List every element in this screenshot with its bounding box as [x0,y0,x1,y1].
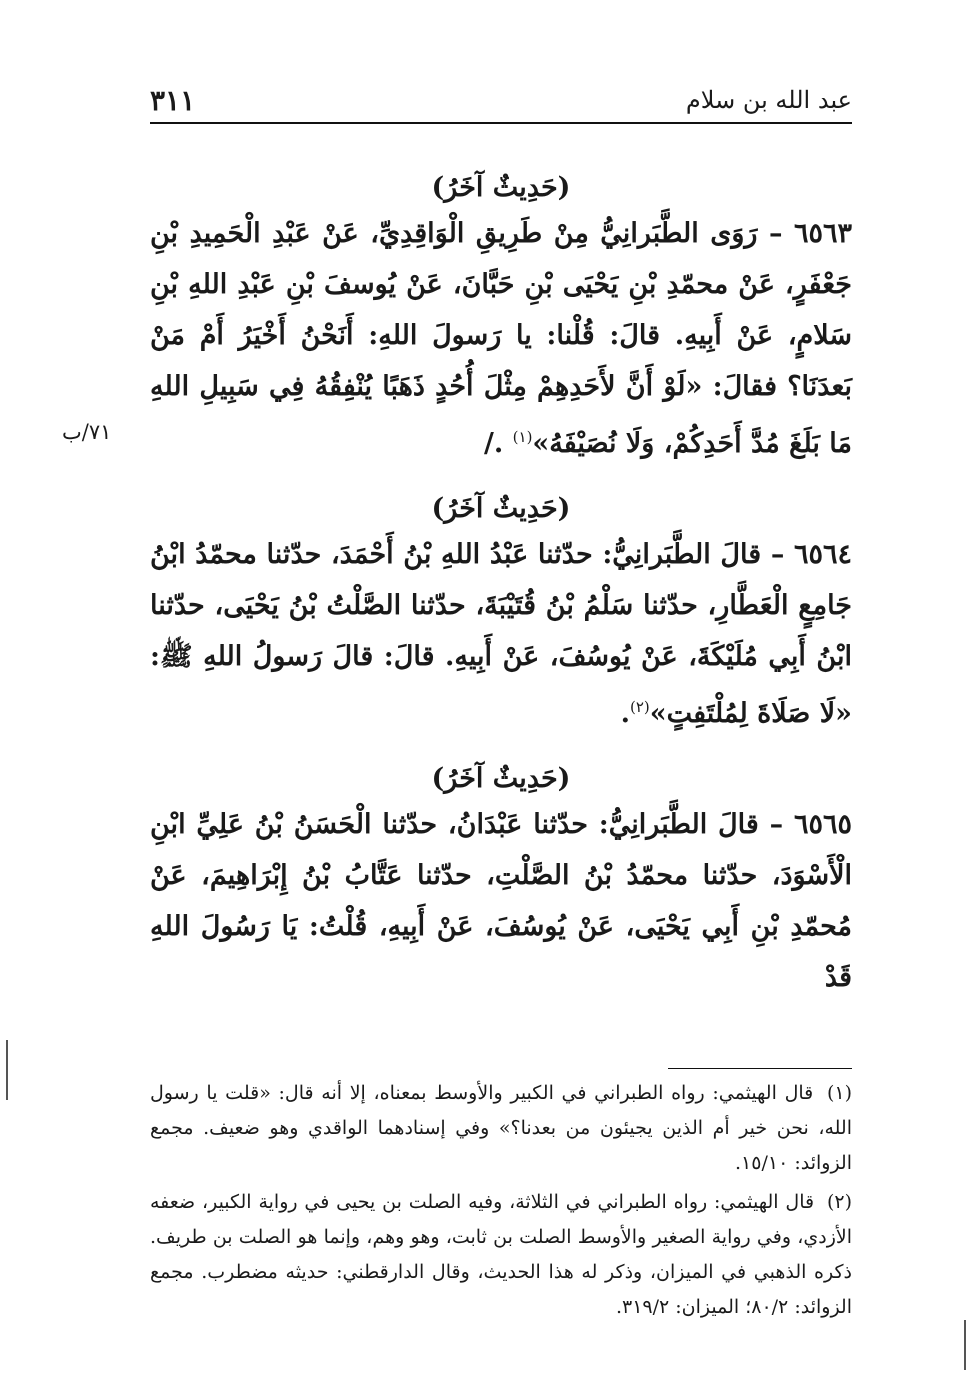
hadith-text: رَوَى الطَّبَرانِيُّ مِنْ طَرِيقِ الْوَاقِدِيِّ، عَنْ عَبْدِ الْحَمِيدِ بْنِ جَعْفَرٍ، عَنْ محمّدِ بْنِ يَحْيَى بْنِ حَبَّانَ، عَنْ يُوسفَ بْنِ عَبْدِ اللهِ بْنِ سَلامٍ، عَنْ أَبِيهِ. قالَ: قُلْنا: يا رَسولَ اللهِ: أَنَحْنُ أَخْيَرُ أَمْ مَنْ بَعدَنَا؟ فقالَ: «لَوْ أَنَّ لأَحَدِهِمْ مِثْلَ أُحُدٍ ذَهَبًا يُنْفِقُهُ فِي سَبِيلِ اللهِ مَا بَلَغَ مُدَّ أَحَدِكُمْ، وَلَا نُصَيْفَهُ» [150,218,852,459]
manuscript-folio-note: ٧١/ب [62,420,112,444]
hadith-number: ٦٥٦٥ [794,809,853,840]
footnote-text: قال الهيثمي: رواه الطبراني في الثلاثة، وفيه الصلت بن يحيى في رواية الكبير، ضعفه الأزدي، وفي رواية الصغير والأوسط الصلت بن ثابت، وهو وهم، وإنما هو الصلت بن طريف. ذكره الذهبي في الميزان، وذكر له هذا الحديث، وقال الدارقطني: حديثه مضطرب. مجمع الزوائد: ٨٠/٢؛ الميزان: ٣١٩/٢. [150,1191,852,1318]
footnote-ref[interactable]: (٢) [629,698,650,716]
footnote-text: قال الهيثمي: رواه الطبراني في الكبير والأوسط بمعناه، إلا أنه قال: «قلت يا رسول الله، نحن خير أم الذين يجيئون من بعدنا؟» وفي إسنادهما الواقدي وهو ضعيف. مجمع الزوائد: ١٥/١٠. [150,1082,852,1174]
footnote-1 [150,1076,852,1181]
hadith-6563 [150,208,852,469]
hadith-6565 [150,799,852,1003]
hadith-tail: ./ [483,428,513,459]
scan-edge-mark [964,1320,966,1370]
footnote-ref[interactable]: (١) [512,428,533,446]
hadith-tail: . [620,698,630,729]
hadith-text: قالَ الطَّبَرانِيُّ: حدّثنا عَبْدُ اللهِ بْنُ أَحْمَدَ، حدّثنا محمّدُ ابْنُ جَامِعٍ الْعَطَّارِ، حدّثنا سَلْمُ بْنُ قُتَيْبَةَ، حدّثنا الصَّلْتُ بْنُ يَحْيَى، حدّثنا ابْنُ أَبِي مُلَيْكَةَ، عَنْ يُوسُفَ، عَنْ أَبِيهِ. قالَ: قالَ رَسولُ اللهِ ﷺ: «لَا صَلَاةَ لِمُلْتَفِتٍ» [150,539,852,729]
running-title: عبد الله بن سلام [685,86,852,114]
footnotes [150,1076,852,1329]
section-heading: (حَدِيثٌ آخَرُ) [431,172,571,203]
hadith-text: قالَ الطَّبَرانِيُّ: حدّثنا عَبْدَانُ، حدّثنا الْحَسَنُ بْنُ عَلِيِّ ابْنِ الْأَسْوَدَ، حدّثنا محمّدُ بْنُ الصَّلْتِ، حدّثنا عَتَّابُ بْنُ إِبْرَاهِيمَ، عَنْ مُحمّدِ بْنِ أَبِي يَحْيَى، عَنْ يُوسُفَ، عَنْ أَبِيهِ، قُلْتُ: يَا رَسُولَ اللهِ قَدْ [150,809,852,993]
hadith-number: ٦٥٦٣ [794,218,853,249]
hadith-dash: – [769,809,784,840]
footnote-2 [150,1185,852,1325]
hadith-dash: – [768,218,783,249]
page-header [150,78,852,124]
footnote-number: (٢) [826,1191,852,1213]
footnote-divider [668,1068,852,1069]
hadith-dash: – [770,539,785,570]
hadith-6564 [150,529,852,739]
page-number: ٣١١ [150,83,196,117]
footnote-number: (١) [826,1082,852,1104]
main-text [150,168,852,1003]
scan-edge-mark [6,1040,8,1100]
section-heading: (حَدِيثٌ آخَرُ) [431,493,571,524]
hadith-number: ٦٥٦٤ [794,539,853,570]
section-heading: (حَدِيثٌ آخَرُ) [431,763,571,794]
